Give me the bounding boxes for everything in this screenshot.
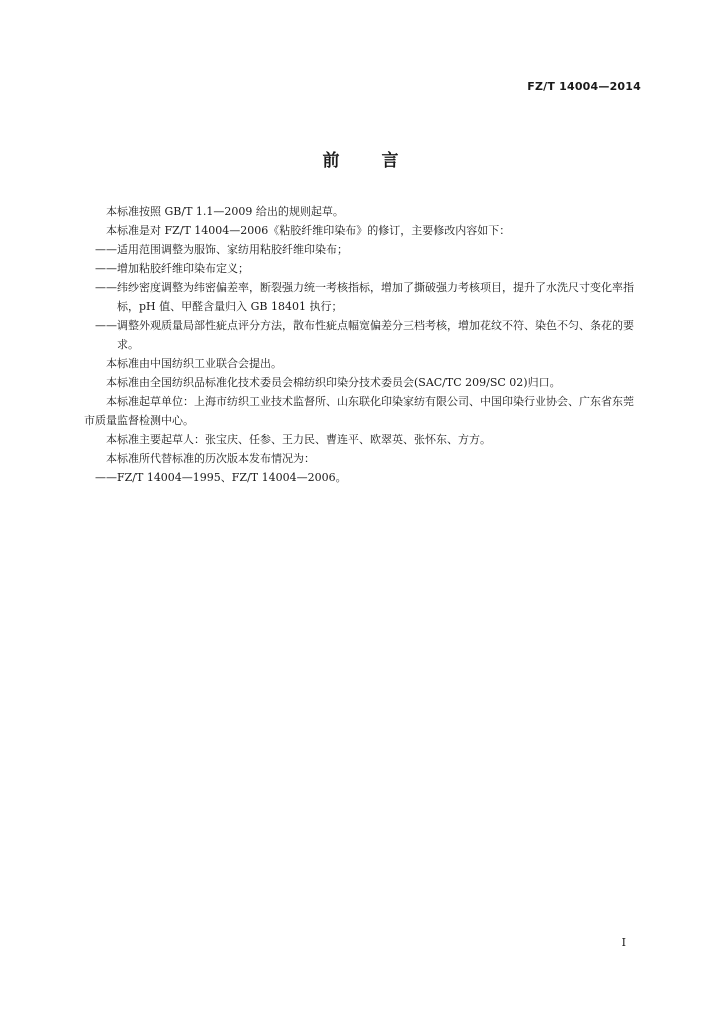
list-item: ——适用范围调整为服饰、家纺用粘胶纤维印染布； bbox=[95, 243, 348, 256]
page-title: 前言 bbox=[322, 151, 441, 171]
paragraph: 本标准所代替标准的历次版本发布情况为： bbox=[106, 452, 315, 465]
foreword-body bbox=[84, 202, 644, 487]
paragraph: 本标准按照 GB/T 1.1—2009 给出的规则起草。 bbox=[106, 205, 344, 218]
list-item: ——增加粘胶纤维印染布定义； bbox=[95, 262, 249, 275]
paragraph: 本标准由中国纺织工业联合会提出。 bbox=[106, 357, 282, 370]
paragraph: 本标准主要起草人：张宝庆、任参、王力民、曹连平、欧翠英、张怀东、方方。 bbox=[106, 433, 491, 446]
paragraph: 本标准起草单位：上海市纺织工业技术监督所、山东联化印染家纺有限公司、中国印染行业协会、广东省东莞市质量监督检测中心。 bbox=[84, 395, 634, 427]
standard-number: FZ/T 14004—2014 bbox=[527, 80, 641, 93]
list-item: ——FZ/T 14004—1995、FZ/T 14004—2006。 bbox=[95, 471, 347, 484]
list-item: ——纬纱密度调整为纬密偏差率，断裂强力统一考核指标，增加了撕破强力考核项目，提升了水洗尺寸变化率指标，pH 值、甲醛含量归入 GB 18401 执行； bbox=[95, 281, 634, 313]
paragraph: 本标准由全国纺织品标准化技术委员会棉纺织印染分技术委员会(SAC/TC 209/SC 02)归口。 bbox=[106, 376, 561, 389]
list-item: ——调整外观质量局部性疵点评分方法，散布性疵点幅宽偏差分三档考核，增加花纹不符、染色不匀、条花的要求。 bbox=[95, 319, 634, 351]
page-number: I bbox=[621, 936, 626, 949]
paragraph: 本标准是对 FZ/T 14004—2006《粘胶纤维印染布》的修订，主要修改内容如下： bbox=[106, 224, 511, 237]
